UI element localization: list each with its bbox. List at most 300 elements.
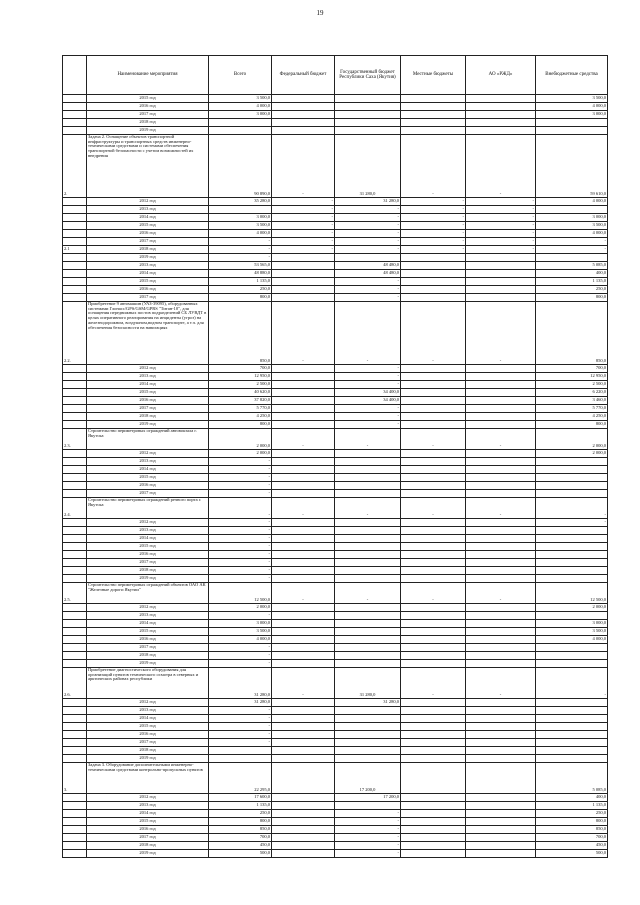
- row-number-cell: [63, 604, 87, 612]
- value-cell: [466, 802, 536, 810]
- value-cell: -: [401, 302, 466, 365]
- table-row: [63, 482, 608, 490]
- value-cell: 4 000,0: [209, 103, 272, 111]
- value-cell: [466, 119, 536, 127]
- value-cell: [401, 373, 466, 381]
- value-cell: [401, 381, 466, 389]
- row-number-cell: [63, 519, 87, 527]
- value-cell: [466, 527, 536, 535]
- value-cell: 4 000,0: [209, 636, 272, 644]
- value-cell: -: [272, 246, 335, 254]
- value-cell: [401, 119, 466, 127]
- row-number-cell: [63, 397, 87, 405]
- row-number-cell: 2.4.: [63, 498, 87, 519]
- row-name-cell: 2018 год: [87, 652, 209, 660]
- row-number-cell: [63, 119, 87, 127]
- value-cell: -: [536, 519, 608, 527]
- value-cell: [401, 254, 466, 262]
- value-cell: [272, 567, 335, 575]
- row-number-cell: [63, 278, 87, 286]
- value-cell: -: [536, 238, 608, 246]
- value-cell: [466, 731, 536, 739]
- value-cell: [272, 842, 335, 850]
- value-cell: [272, 604, 335, 612]
- row-name-cell: 2014 год: [87, 214, 209, 222]
- row-name-cell: 2018 год: [87, 119, 209, 127]
- row-name-cell: 2017 год: [87, 238, 209, 246]
- value-cell: [401, 818, 466, 826]
- value-cell: -: [209, 543, 272, 551]
- value-cell: [536, 739, 608, 747]
- value-cell: [272, 474, 335, 482]
- value-cell: -: [466, 429, 536, 450]
- table-row: [63, 474, 608, 482]
- value-cell: [401, 535, 466, 543]
- value-cell: -: [401, 222, 466, 230]
- table-row: [63, 628, 608, 636]
- value-cell: [401, 723, 466, 731]
- value-cell: -: [272, 238, 335, 246]
- value-cell: 500,0: [536, 850, 608, 858]
- value-cell: [466, 644, 536, 652]
- value-cell: [401, 286, 466, 294]
- row-number-cell: [63, 527, 87, 535]
- row-number-cell: [63, 474, 87, 482]
- value-cell: [401, 294, 466, 302]
- value-cell: -: [401, 583, 466, 604]
- value-cell: [335, 450, 401, 458]
- value-cell: 12 950,0: [536, 373, 608, 381]
- value-cell: [401, 842, 466, 850]
- table-row: [63, 490, 608, 498]
- header-cell: Наименование мероприятия: [87, 56, 209, 95]
- row-name-cell: 2015 год: [87, 389, 209, 397]
- value-cell: -: [335, 206, 401, 214]
- table-row: [63, 421, 608, 429]
- value-cell: -: [209, 559, 272, 567]
- value-cell: [401, 551, 466, 559]
- value-cell: 3 500,0: [536, 222, 608, 230]
- row-number-cell: [63, 490, 87, 498]
- value-cell: 800,0: [536, 421, 608, 429]
- row-number-cell: [63, 270, 87, 278]
- value-cell: -: [401, 429, 466, 450]
- row-name-cell: 2014 год: [87, 270, 209, 278]
- row-name-cell: 2013 год: [87, 802, 209, 810]
- value-cell: [272, 519, 335, 527]
- row-number-cell: [63, 198, 87, 206]
- value-cell: 5 770,0: [536, 405, 608, 413]
- row-number-cell: 2.2.: [63, 302, 87, 365]
- value-cell: 53 565,0: [209, 262, 272, 270]
- value-cell: [466, 660, 536, 668]
- row-name-cell: Задача 3. Оборудование дополнительными инженерно-техническими средствами контрольно-пропускных пунктов: [87, 763, 209, 794]
- table-row: [63, 198, 608, 206]
- value-cell: -: [209, 575, 272, 583]
- value-cell: 17 200,0: [335, 794, 401, 802]
- value-cell: -: [209, 715, 272, 723]
- value-cell: 34 400,0: [335, 397, 401, 405]
- value-cell: [272, 389, 335, 397]
- value-cell: -: [209, 652, 272, 660]
- value-cell: [272, 660, 335, 668]
- value-cell: [401, 850, 466, 858]
- row-number-cell: [63, 834, 87, 842]
- row-number-cell: [63, 636, 87, 644]
- value-cell: [466, 559, 536, 567]
- value-cell: 37 820,0: [209, 397, 272, 405]
- value-cell: [536, 551, 608, 559]
- table-row: [63, 636, 608, 644]
- table-row: [63, 397, 608, 405]
- value-cell: 250,0: [536, 286, 608, 294]
- value-cell: [401, 111, 466, 119]
- header-cell: Внебюджетные средства: [536, 56, 608, 95]
- value-cell: [536, 575, 608, 583]
- value-cell: [401, 794, 466, 802]
- value-cell: [335, 543, 401, 551]
- value-cell: [401, 413, 466, 421]
- row-number-cell: [63, 450, 87, 458]
- value-cell: [335, 466, 401, 474]
- value-cell: [401, 731, 466, 739]
- row-number-cell: [63, 381, 87, 389]
- value-cell: 500,0: [209, 850, 272, 858]
- value-cell: 3 500,0: [209, 222, 272, 230]
- value-cell: -: [536, 668, 608, 699]
- value-cell: -: [466, 222, 536, 230]
- value-cell: [401, 699, 466, 707]
- table-row: [63, 731, 608, 739]
- value-cell: [466, 389, 536, 397]
- value-cell: 4 000,0: [536, 198, 608, 206]
- row-name-cell: Приобретение диагностического оборудования для организаций пунктов технического осмотра в северных и арктических районах республики: [87, 668, 209, 699]
- value-cell: [272, 723, 335, 731]
- value-cell: -: [272, 668, 335, 699]
- table-row: [63, 723, 608, 731]
- value-cell: -: [209, 660, 272, 668]
- value-cell: [536, 715, 608, 723]
- value-cell: [536, 127, 608, 135]
- row-name-cell: 2017 год: [87, 294, 209, 302]
- value-cell: 48 480,0: [335, 262, 401, 270]
- row-name-cell: 2012 год: [87, 198, 209, 206]
- row-number-cell: [63, 405, 87, 413]
- row-name-cell: 2019 год: [87, 421, 209, 429]
- value-cell: -: [335, 834, 401, 842]
- value-cell: 31 280,0: [335, 135, 401, 198]
- value-cell: [536, 527, 608, 535]
- row-name-cell: 2015 год: [87, 474, 209, 482]
- row-number-cell: [63, 535, 87, 543]
- page-number: 19: [316, 9, 324, 17]
- value-cell: 1 135,0: [209, 802, 272, 810]
- value-cell: 400,0: [536, 270, 608, 278]
- row-name-cell: 2016 год: [87, 397, 209, 405]
- value-cell: -: [209, 458, 272, 466]
- value-cell: [466, 707, 536, 715]
- value-cell: [466, 723, 536, 731]
- value-cell: [272, 794, 335, 802]
- table-row: [63, 747, 608, 755]
- value-cell: 22 295,0: [209, 763, 272, 794]
- value-cell: [335, 103, 401, 111]
- value-cell: [536, 707, 608, 715]
- row-number-cell: [63, 842, 87, 850]
- value-cell: -: [272, 206, 335, 214]
- value-cell: -: [209, 551, 272, 559]
- row-number-cell: [63, 810, 87, 818]
- value-cell: [401, 652, 466, 660]
- value-cell: [272, 270, 335, 278]
- value-cell: [335, 458, 401, 466]
- table-row: [63, 519, 608, 527]
- value-cell: -: [335, 429, 401, 450]
- row-number-cell: [63, 389, 87, 397]
- value-cell: [272, 381, 335, 389]
- row-name-cell: 2018 год: [87, 413, 209, 421]
- value-cell: 2 500,0: [536, 381, 608, 389]
- value-cell: [272, 286, 335, 294]
- value-cell: [401, 421, 466, 429]
- table-row: [63, 826, 608, 834]
- value-cell: [401, 612, 466, 620]
- value-cell: [272, 405, 335, 413]
- value-cell: [209, 206, 272, 214]
- value-cell: -: [401, 214, 466, 222]
- value-cell: 17 200,0: [335, 763, 401, 794]
- value-cell: -: [272, 135, 335, 198]
- value-cell: 3 000,0: [536, 111, 608, 119]
- table-row: [63, 294, 608, 302]
- value-cell: [401, 278, 466, 286]
- row-name-cell: 2019 год: [87, 127, 209, 135]
- value-cell: 850,0: [536, 302, 608, 365]
- value-cell: [466, 628, 536, 636]
- value-cell: 2 000,0: [209, 450, 272, 458]
- value-cell: 5 770,0: [209, 405, 272, 413]
- value-cell: [272, 119, 335, 127]
- value-cell: 4 000,0: [536, 636, 608, 644]
- value-cell: 250,0: [209, 286, 272, 294]
- value-cell: [272, 490, 335, 498]
- value-cell: 400,0: [536, 794, 608, 802]
- value-cell: [335, 551, 401, 559]
- row-name-cell: 2018 год: [87, 842, 209, 850]
- value-cell: [335, 660, 401, 668]
- value-cell: [401, 575, 466, 583]
- value-cell: -: [335, 818, 401, 826]
- value-cell: 3 000,0: [209, 620, 272, 628]
- row-name-cell: Строительство периметровых ограждений автовокзала г. Якутска: [87, 429, 209, 450]
- row-number-cell: [63, 559, 87, 567]
- value-cell: -: [536, 246, 608, 254]
- row-name-cell: 2014 год: [87, 810, 209, 818]
- value-cell: [466, 850, 536, 858]
- value-cell: [536, 559, 608, 567]
- value-cell: 800,0: [209, 421, 272, 429]
- table-row: [63, 111, 608, 119]
- row-number-cell: [63, 826, 87, 834]
- value-cell: 1 135,0: [536, 802, 608, 810]
- value-cell: [466, 294, 536, 302]
- row-name-cell: 2016 год: [87, 286, 209, 294]
- value-cell: 4 000,0: [209, 230, 272, 238]
- value-cell: [272, 620, 335, 628]
- value-cell: 12 500,0: [536, 583, 608, 604]
- value-cell: -: [209, 474, 272, 482]
- row-name-cell: 2017 год: [87, 644, 209, 652]
- value-cell: [272, 111, 335, 119]
- value-cell: -: [272, 230, 335, 238]
- value-cell: -: [401, 246, 466, 254]
- value-cell: [335, 111, 401, 119]
- value-cell: 4 000,0: [536, 103, 608, 111]
- value-cell: [335, 644, 401, 652]
- table-row: [63, 262, 608, 270]
- table-row: [63, 238, 608, 246]
- value-cell: -: [335, 222, 401, 230]
- value-cell: 4 250,0: [209, 413, 272, 421]
- table-row: [63, 286, 608, 294]
- value-cell: [466, 551, 536, 559]
- row-number-cell: 2.1: [63, 246, 87, 254]
- value-cell: [272, 707, 335, 715]
- value-cell: [466, 620, 536, 628]
- value-cell: [272, 755, 335, 763]
- value-cell: [272, 652, 335, 660]
- value-cell: [335, 567, 401, 575]
- value-cell: [272, 543, 335, 551]
- value-cell: [272, 127, 335, 135]
- value-cell: [401, 397, 466, 405]
- value-cell: [466, 254, 536, 262]
- value-cell: -: [401, 198, 466, 206]
- value-cell: -: [335, 278, 401, 286]
- value-cell: -: [209, 707, 272, 715]
- value-cell: [272, 834, 335, 842]
- value-cell: [272, 763, 335, 794]
- value-cell: [335, 127, 401, 135]
- row-number-cell: [63, 95, 87, 103]
- table-row: [63, 381, 608, 389]
- value-cell: [466, 421, 536, 429]
- value-cell: [536, 723, 608, 731]
- value-cell: [466, 490, 536, 498]
- value-cell: -: [272, 583, 335, 604]
- value-cell: -: [335, 302, 401, 365]
- value-cell: [536, 535, 608, 543]
- value-cell: 31 280,0: [335, 668, 401, 699]
- row-number-cell: 3.: [63, 763, 87, 794]
- value-cell: [401, 103, 466, 111]
- value-cell: [272, 559, 335, 567]
- value-cell: [466, 482, 536, 490]
- value-cell: [401, 802, 466, 810]
- value-cell: [536, 490, 608, 498]
- row-name-cell: 2016 год: [87, 551, 209, 559]
- row-name-cell: 2014 год: [87, 381, 209, 389]
- table-row: [63, 458, 608, 466]
- value-cell: [536, 731, 608, 739]
- row-name-cell: 2015 год: [87, 222, 209, 230]
- row-name-cell: 2012 год: [87, 519, 209, 527]
- row-number-cell: [63, 254, 87, 262]
- value-cell: [272, 373, 335, 381]
- table-row: [63, 302, 608, 365]
- value-cell: 700,0: [209, 834, 272, 842]
- value-cell: -: [335, 826, 401, 834]
- value-cell: [335, 715, 401, 723]
- value-cell: [335, 612, 401, 620]
- row-number-cell: 2.6.: [63, 668, 87, 699]
- table-row: [63, 763, 608, 794]
- table-row: [63, 365, 608, 373]
- value-cell: 2 500,0: [209, 381, 272, 389]
- value-cell: [401, 810, 466, 818]
- value-cell: 34 400,0: [335, 389, 401, 397]
- value-cell: [335, 482, 401, 490]
- value-cell: [466, 413, 536, 421]
- table-row: [63, 715, 608, 723]
- value-cell: [466, 810, 536, 818]
- value-cell: [272, 826, 335, 834]
- value-cell: [466, 699, 536, 707]
- row-number-cell: [63, 103, 87, 111]
- header-cell-number: [63, 56, 87, 95]
- table-row: [63, 135, 608, 198]
- row-name-cell: Строительство периметровых ограждений объектов ОАО АК "Железные дороги Якутии": [87, 583, 209, 604]
- value-cell: [466, 826, 536, 834]
- value-cell: 3 000,0: [209, 111, 272, 119]
- row-number-cell: [63, 294, 87, 302]
- value-cell: [466, 450, 536, 458]
- table-row: [63, 604, 608, 612]
- value-cell: 48 480,0: [335, 270, 401, 278]
- value-cell: [272, 747, 335, 755]
- value-cell: [335, 723, 401, 731]
- value-cell: [401, 620, 466, 628]
- value-cell: -: [209, 644, 272, 652]
- table-row: [63, 535, 608, 543]
- value-cell: -: [335, 286, 401, 294]
- value-cell: 700,0: [536, 365, 608, 373]
- value-cell: -: [401, 498, 466, 519]
- value-cell: -: [335, 238, 401, 246]
- value-cell: [536, 652, 608, 660]
- row-name-cell: 2017 год: [87, 739, 209, 747]
- value-cell: [466, 636, 536, 644]
- value-cell: [335, 739, 401, 747]
- row-number-cell: [63, 731, 87, 739]
- value-cell: 250,0: [209, 810, 272, 818]
- row-number-cell: [63, 127, 87, 135]
- value-cell: -: [209, 612, 272, 620]
- value-cell: [466, 474, 536, 482]
- value-cell: [335, 620, 401, 628]
- row-number-cell: 2.3.: [63, 429, 87, 450]
- row-name-cell: 2012 год: [87, 794, 209, 802]
- value-cell: 2 000,0: [536, 429, 608, 450]
- row-number-cell: [63, 111, 87, 119]
- table-row: [63, 810, 608, 818]
- value-cell: -: [209, 490, 272, 498]
- row-name-cell: 2012 год: [87, 450, 209, 458]
- value-cell: [401, 660, 466, 668]
- value-cell: [209, 755, 272, 763]
- table-row: [63, 551, 608, 559]
- value-cell: [401, 270, 466, 278]
